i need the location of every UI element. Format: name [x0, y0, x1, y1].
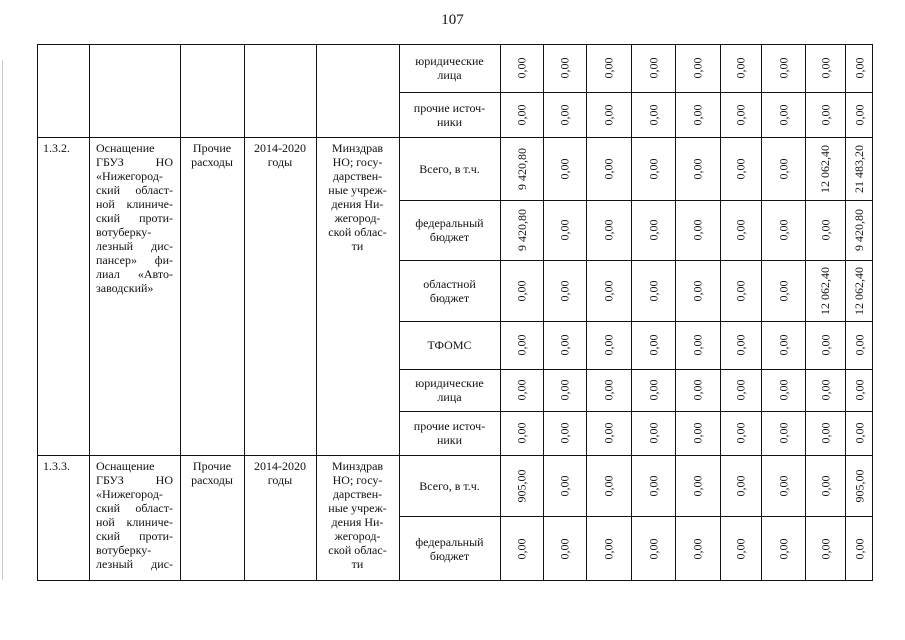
funding-source-line: ники [436, 433, 463, 447]
amount-value: 0,00 [818, 538, 832, 559]
amount-cell [761, 137, 805, 200]
measure-name [93, 141, 176, 295]
amount-value: 0,00 [852, 57, 866, 79]
table-vertical-rule [180, 44, 181, 581]
amount-cell [631, 369, 675, 411]
measure-name-line: ГБУЗ НО [96, 473, 173, 487]
amount-cell [543, 44, 586, 92]
executor-line: ской облас- [328, 225, 387, 239]
amount-cell [586, 455, 631, 516]
executor-line: дарствен- [332, 487, 383, 501]
funding-source-text: юридические лица [415, 54, 484, 82]
amount-value: 0,00 [690, 475, 705, 496]
amount-value: 0,00 [776, 379, 790, 401]
amount-cell [631, 137, 675, 200]
amount-cell [543, 200, 586, 260]
amount-cell [586, 137, 631, 200]
executor-line: дения Ни- [331, 197, 384, 211]
amount-value: 0,00 [601, 538, 616, 559]
amount-value: 0,00 [601, 158, 616, 179]
amount-cell [500, 260, 543, 321]
funding-source [399, 516, 500, 581]
amount-cell [500, 200, 543, 260]
amount-cell [805, 411, 845, 455]
expense-type-line: Прочие [192, 459, 232, 473]
amount-cell [761, 200, 805, 260]
amount-cell [675, 516, 720, 581]
executor-line: ской облас- [328, 543, 387, 557]
funding-source [399, 455, 500, 516]
amount-value: 0,00 [733, 422, 748, 444]
amount-cell [805, 44, 845, 92]
amount-value: 0,00 [646, 280, 660, 301]
amount-value: 0,00 [818, 334, 832, 356]
amount-value: 0,00 [690, 379, 705, 401]
expense-type [180, 459, 244, 487]
amount-value: 0,00 [733, 280, 748, 301]
measure-number: 1.3.3. [43, 459, 70, 473]
measure-name-line: заводский» [96, 281, 154, 295]
amount-value: 0,00 [776, 422, 790, 444]
funding-source-line: прочие источ- [413, 419, 486, 433]
measure-name-line: пансер» фи- [96, 253, 173, 267]
amount-value: 0,00 [557, 104, 572, 125]
funding-table [37, 44, 873, 581]
funding-source-line: федеральный [415, 534, 484, 549]
amount-cell [761, 411, 805, 455]
amount-cell [543, 455, 586, 516]
funding-source [399, 200, 500, 260]
amount-cell [805, 455, 845, 516]
amount-value: 0,00 [852, 538, 866, 559]
amount-value: 0,00 [557, 334, 572, 356]
amount-cell [761, 321, 805, 369]
amount-cell [586, 321, 631, 369]
amount-cell [845, 455, 873, 516]
funding-source-text [415, 216, 483, 244]
amount-cell [543, 369, 586, 411]
amount-value: 0,00 [733, 379, 748, 401]
amount-value: 0,00 [776, 280, 790, 301]
funding-source-line: бюджет [429, 290, 470, 305]
measure-name-line: Оснащение [96, 141, 155, 155]
amount-cell [631, 411, 675, 455]
amount-cell [675, 411, 720, 455]
amount-value: 0,00 [646, 57, 660, 79]
amount-value: 0,00 [557, 219, 572, 241]
expense-type-line: расходы [191, 473, 233, 487]
amount-value: 0,00 [601, 280, 616, 301]
amount-cell [543, 137, 586, 200]
funding-source [399, 137, 500, 200]
amount-cell [586, 92, 631, 137]
amount-value: 0,00 [818, 379, 832, 401]
amount-cell [805, 137, 845, 200]
amount-value: 0,00 [690, 158, 705, 179]
amount-value: 0,00 [818, 104, 832, 125]
amount-value: 0,00 [601, 422, 616, 444]
amount-cell [631, 260, 675, 321]
amount-value: 0,00 [514, 379, 529, 401]
expense-type-line: расходы [191, 155, 233, 169]
executor [316, 141, 399, 253]
executor-line: НО; госу- [332, 473, 383, 487]
amount-value: 0,00 [646, 538, 660, 559]
funding-source [399, 369, 500, 411]
period-line: 2014-2020 [254, 141, 306, 155]
amount-value: 0,00 [776, 334, 790, 356]
measure-name-line: вотуберку- [96, 543, 152, 557]
measure-name-line: ной клиниче- [96, 197, 173, 211]
executor-line: жегород- [334, 529, 381, 543]
executor-line: дения Ни- [331, 515, 384, 529]
amount-cell [845, 260, 873, 321]
amount-value: 0,00 [852, 104, 866, 125]
amount-value: 0,00 [733, 219, 748, 241]
amount-cell [586, 260, 631, 321]
amount-cell [675, 455, 720, 516]
measure-name-line: лезный дис- [96, 239, 173, 253]
funding-source-text [414, 101, 485, 129]
funding-source-text: ТФОМС [427, 338, 472, 352]
amount-cell [761, 92, 805, 137]
amount-cell [675, 200, 720, 260]
measure-name-line: лиал «Авто- [96, 267, 173, 281]
measure-name-line: ский област- [96, 183, 173, 197]
amount-value: 0,00 [733, 334, 748, 356]
expense-type [180, 141, 244, 169]
amount-cell [845, 137, 873, 200]
amount-cell [845, 411, 873, 455]
measure-name-line: Оснащение [96, 459, 155, 473]
amount-value: 0,00 [776, 219, 790, 241]
amount-value: 0,00 [733, 475, 748, 496]
amount-value: 0,00 [646, 104, 660, 125]
amount-value: 0,00 [818, 219, 832, 241]
amount-cell [543, 516, 586, 581]
measure-name-line: вотуберку- [96, 225, 152, 239]
funding-source-text: Всего, в т.ч. [419, 478, 480, 493]
amount-value: 0,00 [514, 422, 529, 444]
measure-name-line: ГБУЗ НО [96, 155, 173, 169]
amount-cell [631, 516, 675, 581]
funding-source [399, 411, 500, 455]
funding-source-text: Всего, в т.ч. [419, 161, 480, 176]
amount-value: 12 062,40 [852, 266, 866, 315]
amount-cell [631, 92, 675, 137]
amount-value: 0,00 [818, 57, 832, 79]
funding-source-text [423, 277, 476, 305]
amount-value: 0,00 [557, 158, 572, 179]
scan-edge-mark [2, 60, 3, 580]
amount-value: 0,00 [690, 538, 705, 559]
amount-value: 0,00 [514, 280, 529, 301]
amount-value: 0,00 [776, 475, 790, 496]
amount-cell [586, 44, 631, 92]
funding-source-line: ники [436, 114, 463, 129]
amount-value: 0,00 [646, 158, 660, 179]
amount-cell [720, 516, 761, 581]
amount-cell [586, 516, 631, 581]
executor-line: НО; госу- [332, 155, 383, 169]
funding-source-line: прочие источ- [413, 100, 486, 115]
amount-cell [500, 455, 543, 516]
amount-cell [631, 200, 675, 260]
amount-cell [720, 44, 761, 92]
amount-value: 12 062,40 [818, 266, 832, 315]
amount-cell [805, 369, 845, 411]
amount-value: 0,00 [557, 422, 572, 444]
funding-source-line: бюджет [429, 230, 470, 244]
funding-source-line: юридические [415, 376, 484, 390]
amount-cell [631, 44, 675, 92]
amount-cell [845, 321, 873, 369]
executor-line: ти [351, 239, 364, 253]
amount-cell [543, 411, 586, 455]
amount-cell [805, 200, 845, 260]
period [244, 141, 316, 169]
funding-source-line: лица [437, 390, 462, 404]
amount-cell [500, 44, 543, 92]
period-line: 2014-2020 [254, 459, 306, 473]
amount-value: 0,00 [646, 219, 660, 241]
amount-value: 9 420,80 [514, 147, 529, 190]
amount-value: 0,00 [514, 104, 529, 125]
measure-name-line: ной клиниче- [96, 515, 173, 529]
amount-cell [805, 260, 845, 321]
amount-cell [845, 516, 873, 581]
amount-value: 0,00 [601, 219, 616, 241]
amount-cell [500, 321, 543, 369]
funding-source [399, 44, 500, 92]
amount-value: 0,00 [646, 422, 660, 444]
amount-cell [761, 369, 805, 411]
amount-cell [675, 137, 720, 200]
amount-cell [586, 369, 631, 411]
amount-cell [720, 137, 761, 200]
amount-value: 0,00 [690, 422, 705, 444]
amount-value: 0,00 [690, 334, 705, 356]
amount-value: 0,00 [733, 57, 748, 79]
amount-cell [675, 92, 720, 137]
measure-name [93, 459, 176, 571]
amount-cell [543, 92, 586, 137]
funding-source-line: бюджет [429, 548, 470, 563]
amount-cell [631, 455, 675, 516]
amount-value: 905,00 [852, 469, 866, 502]
expense-type-line: Прочие [192, 141, 232, 155]
amount-cell [720, 369, 761, 411]
executor-line: ти [351, 557, 364, 571]
executor-line: Минздрав [331, 459, 384, 473]
amount-value: 0,00 [514, 538, 529, 559]
amount-cell [720, 92, 761, 137]
amount-value: 0,00 [776, 538, 790, 559]
amount-cell [845, 200, 873, 260]
amount-cell [761, 44, 805, 92]
amount-cell [845, 369, 873, 411]
amount-value: 0,00 [646, 379, 660, 401]
executor-line: жегород- [334, 211, 381, 225]
amount-value: 0,00 [733, 158, 748, 179]
measure-number: 1.3.2. [43, 141, 70, 155]
amount-cell [500, 92, 543, 137]
funding-source-line: областной [423, 276, 476, 291]
amount-value: 0,00 [852, 422, 866, 444]
amount-cell [720, 200, 761, 260]
amount-value: 0,00 [852, 334, 866, 356]
funding-source-text [415, 376, 483, 404]
table-vertical-rule [37, 44, 38, 581]
measure-name-line: ский проти- [96, 211, 173, 225]
amount-value: 0,00 [776, 158, 790, 179]
amount-cell [631, 321, 675, 369]
amount-cell [675, 369, 720, 411]
amount-cell [805, 516, 845, 581]
amount-cell [675, 260, 720, 321]
measure-name-line: ский проти- [96, 529, 173, 543]
amount-cell [675, 321, 720, 369]
amount-value: 0,00 [601, 57, 616, 79]
period-line: годы [267, 473, 293, 487]
amount-value: 0,00 [514, 334, 529, 356]
funding-source [399, 92, 500, 137]
amount-value: 0,00 [514, 57, 529, 79]
measure-name-line: лезный дис- [96, 557, 173, 571]
amount-value: 0,00 [818, 475, 832, 496]
amount-value: 0,00 [601, 104, 616, 125]
amount-value: 9 420,80 [514, 209, 529, 251]
amount-value: 0,00 [690, 280, 705, 301]
amount-value: 12 062,40 [818, 144, 832, 193]
executor-line: Минздрав [331, 141, 384, 155]
amount-value: 21 483,20 [852, 144, 866, 193]
amount-value: 0,00 [646, 475, 660, 496]
table-vertical-rule [244, 44, 245, 581]
amount-cell [761, 455, 805, 516]
amount-cell [586, 200, 631, 260]
amount-value: 0,00 [557, 379, 572, 401]
amount-cell [720, 260, 761, 321]
amount-cell [761, 516, 805, 581]
amount-value: 905,00 [514, 469, 529, 502]
amount-cell [675, 44, 720, 92]
amount-value: 0,00 [776, 104, 790, 125]
amount-cell [805, 321, 845, 369]
amount-value: 0,00 [557, 475, 572, 496]
period-line: годы [267, 155, 293, 169]
amount-cell [543, 260, 586, 321]
amount-cell [500, 137, 543, 200]
measure-name-line: ский област- [96, 501, 173, 515]
funding-source-text [415, 535, 483, 563]
amount-value: 0,00 [557, 538, 572, 559]
amount-value: 0,00 [690, 57, 705, 79]
amount-cell [720, 321, 761, 369]
funding-source [399, 260, 500, 321]
amount-cell [845, 92, 873, 137]
amount-cell [500, 369, 543, 411]
amount-value: 0,00 [733, 538, 748, 559]
amount-cell [845, 44, 873, 92]
executor-line: ные учреж- [328, 183, 387, 197]
amount-value: 9 420,80 [852, 209, 866, 251]
measure-name-line: «Нижегород- [96, 169, 163, 183]
table-vertical-rule [89, 44, 90, 581]
page-number: 107 [441, 12, 464, 28]
amount-value: 0,00 [646, 334, 660, 356]
amount-value: 0,00 [818, 422, 832, 444]
amount-value: 0,00 [690, 219, 705, 241]
amount-cell [720, 411, 761, 455]
amount-value: 0,00 [601, 475, 616, 496]
amount-cell [500, 411, 543, 455]
amount-cell [720, 455, 761, 516]
amount-value: 0,00 [557, 57, 572, 79]
amount-value: 0,00 [601, 334, 616, 356]
amount-cell [805, 92, 845, 137]
amount-value: 0,00 [733, 104, 748, 125]
executor-line: ные учреж- [328, 501, 387, 515]
amount-value: 0,00 [852, 379, 866, 401]
funding-source-line: федеральный [415, 216, 484, 230]
measure-name-line: «Нижегород- [96, 487, 163, 501]
executor [316, 459, 399, 571]
amount-cell [761, 260, 805, 321]
amount-value: 0,00 [776, 57, 790, 79]
amount-cell [586, 411, 631, 455]
amount-cell [543, 321, 586, 369]
amount-value: 0,00 [557, 280, 572, 301]
amount-value: 0,00 [690, 104, 705, 125]
amount-cell [500, 516, 543, 581]
funding-source [399, 321, 500, 369]
executor-line: дарствен- [332, 169, 383, 183]
funding-source-text [414, 419, 485, 447]
period [244, 459, 316, 487]
amount-value: 0,00 [601, 379, 616, 401]
